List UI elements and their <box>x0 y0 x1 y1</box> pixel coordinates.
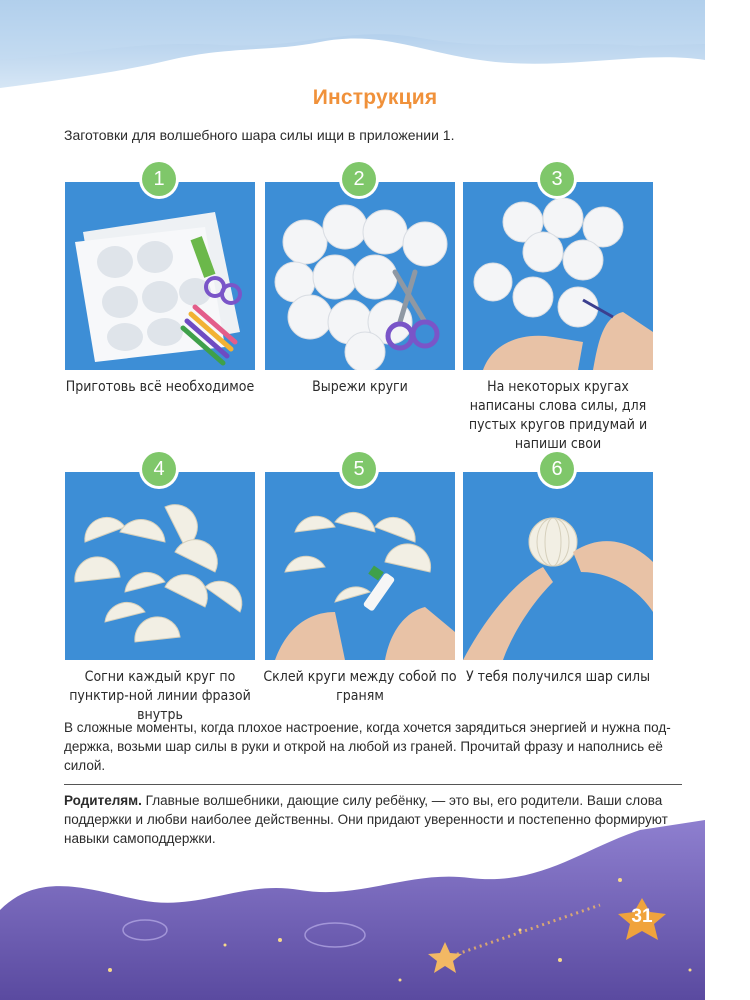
page-title: Инструкция <box>312 86 438 109</box>
step-photo-supplies <box>65 182 255 370</box>
step-number-badge: 4 <box>142 452 176 486</box>
step-photo-cut-circles <box>265 182 455 370</box>
step-photo-writing <box>463 182 653 370</box>
page-number: 31 <box>631 906 653 927</box>
step-photo-folding <box>65 472 255 660</box>
step-caption: Согни каждый круг по пунктир-ной линии фразой внутрь <box>69 669 251 723</box>
step-number-badge: 5 <box>342 452 376 486</box>
step-caption: Приготовь всё необходимое <box>65 379 255 395</box>
step-number-badge: 3 <box>540 162 574 196</box>
step-caption: Склей круги между собой по граням <box>263 669 457 704</box>
step-photo-finished-ball <box>463 472 653 660</box>
divider <box>64 784 682 785</box>
step-number-badge: 6 <box>540 452 574 486</box>
step-caption: Вырежи круги <box>312 379 408 395</box>
parents-label: Родителям. <box>64 793 142 808</box>
parents-text: Главные волшебники, дающие силу ребёнку, — это вы, его родители. Ваши слова поддержки и любви наиболее действенны. Они придают уверенности и постепенно формируют навыки самоподдержки. <box>64 793 668 846</box>
step-number-badge: 2 <box>342 162 376 196</box>
step-caption: У тебя получился шар силы <box>465 669 651 685</box>
step-caption: На некоторых кругах написаны слова силы, для пустых кругов придумай и напиши свои <box>468 379 648 452</box>
step-photo-gluing <box>265 472 455 660</box>
usage-paragraph: В сложные моменты, когда плохое настроение, когда хочется зарядиться энергией и нужна под-держка, возьми шар силы в руки и открой на любой из граней. Прочитай фразу и наполнись её силой. <box>64 720 671 773</box>
intro-text: Заготовки для волшебного шара силы ищи в приложении 1. <box>64 127 455 143</box>
step-number-badge: 1 <box>142 162 176 196</box>
